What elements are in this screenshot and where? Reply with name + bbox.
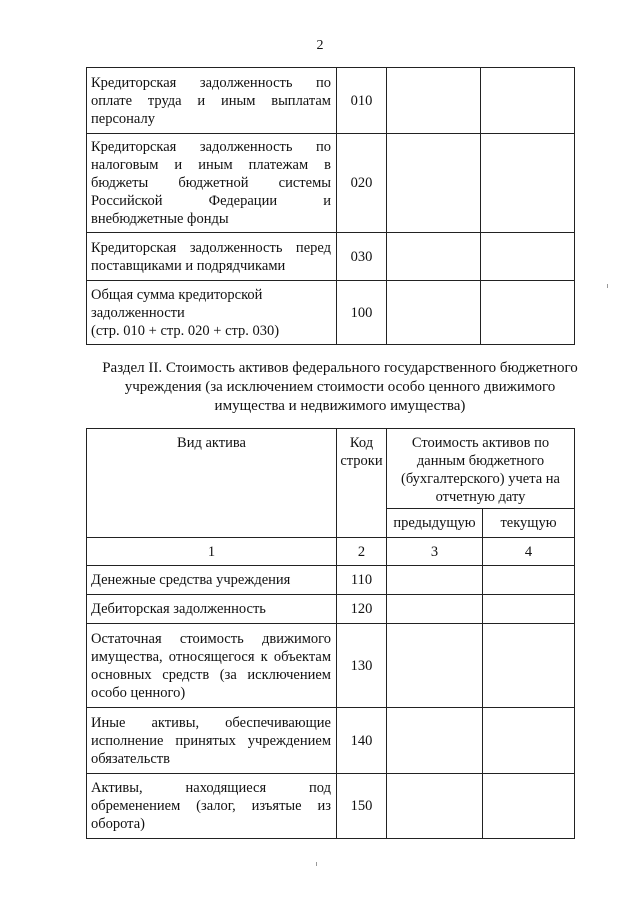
header-value-line: отчетную дату [435, 489, 526, 505]
row-label: Кредиторская задолженность перед поставщиками и подрядчиками [87, 233, 337, 281]
row-label-total [87, 281, 337, 345]
page-number: 2 [316, 38, 324, 53]
table-row [87, 281, 575, 345]
header-row [87, 429, 575, 509]
section-title-line: Раздел II. Стоимость активов федерального государственного бюджетного [102, 360, 578, 376]
value-cell-previous [387, 774, 483, 839]
scan-speck [607, 284, 608, 288]
header-value-line: данным бюджетного [416, 453, 545, 469]
section-title-line: учреждения (за исключением стоимости особо ценного движимого [124, 379, 556, 395]
row-code: 030 [337, 233, 387, 281]
row-code: 150 [337, 774, 387, 839]
table-row [87, 595, 575, 624]
row-label: Дебиторская задолженность [87, 595, 337, 624]
row-code: 110 [337, 566, 387, 595]
row-label: Кредиторская задолженность по налоговым и иным платежам в бюджеты бюджетной системы Российской Федерации и внебюджетные фонды [87, 134, 337, 233]
label-line: (стр. 010 + стр. 020 + стр. 030) [91, 322, 280, 339]
assets-table [86, 428, 575, 839]
table-row [87, 774, 575, 839]
row-label: Активы, находящиеся под обременением (залог, изъятые из оборота) [87, 774, 337, 839]
column-number: 4 [483, 538, 575, 566]
value-cell-current [481, 134, 575, 233]
row-code: 010 [337, 68, 387, 134]
value-cell-previous [387, 233, 481, 281]
column-number: 1 [87, 538, 337, 566]
liabilities-table [86, 67, 575, 345]
row-code: 020 [337, 134, 387, 233]
header-code [337, 429, 387, 538]
table-row [87, 68, 575, 134]
header-asset-type: Вид актива [87, 429, 337, 538]
header-previous: предыдущую [387, 509, 483, 538]
table-row [87, 566, 575, 595]
header-code-line: Код [349, 435, 374, 451]
value-cell-previous [387, 281, 481, 345]
label-line: Общая сумма кредиторской [91, 286, 263, 303]
section-title-line: имущества и недвижимого имущества) [214, 398, 466, 414]
header-value [387, 429, 575, 509]
row-label: Денежные средства учреждения [87, 566, 337, 595]
table-row [87, 134, 575, 233]
value-cell-previous [387, 595, 483, 624]
row-label: Остаточная стоимость движимого имущества, относящегося к объектам основных средств (за исключением особо ценного) [87, 624, 337, 708]
value-cell-current [483, 774, 575, 839]
scan-speck [316, 862, 317, 866]
row-code: 130 [337, 624, 387, 708]
value-cell-current [483, 624, 575, 708]
value-cell-previous [387, 68, 481, 134]
value-cell-previous [387, 566, 483, 595]
value-cell-current [483, 566, 575, 595]
header-value-line: (бухгалтерского) учета на [401, 471, 560, 487]
table-row [87, 233, 575, 281]
value-cell-current [481, 68, 575, 134]
header-code-line: строки [340, 453, 383, 469]
header-current: текущую [483, 509, 575, 538]
column-numbers-row [87, 538, 575, 566]
column-number: 2 [337, 538, 387, 566]
table-row [87, 708, 575, 774]
row-label: Иные активы, обеспечивающие исполнение принятых учреждением обязательств [87, 708, 337, 774]
value-cell-current [483, 708, 575, 774]
value-cell-current [481, 233, 575, 281]
value-cell-previous [387, 624, 483, 708]
header-value-line: Стоимость активов по [411, 435, 550, 451]
row-label: Кредиторская задолженность по оплате труда и иным выплатам персоналу [87, 68, 337, 134]
column-number: 3 [387, 538, 483, 566]
table-row [87, 624, 575, 708]
value-cell-previous [387, 708, 483, 774]
row-code: 120 [337, 595, 387, 624]
row-code: 140 [337, 708, 387, 774]
value-cell-current [481, 281, 575, 345]
section-title [86, 359, 594, 416]
label-line: задолженности [91, 304, 185, 321]
row-code: 100 [337, 281, 387, 345]
value-cell-previous [387, 134, 481, 233]
value-cell-current [483, 595, 575, 624]
